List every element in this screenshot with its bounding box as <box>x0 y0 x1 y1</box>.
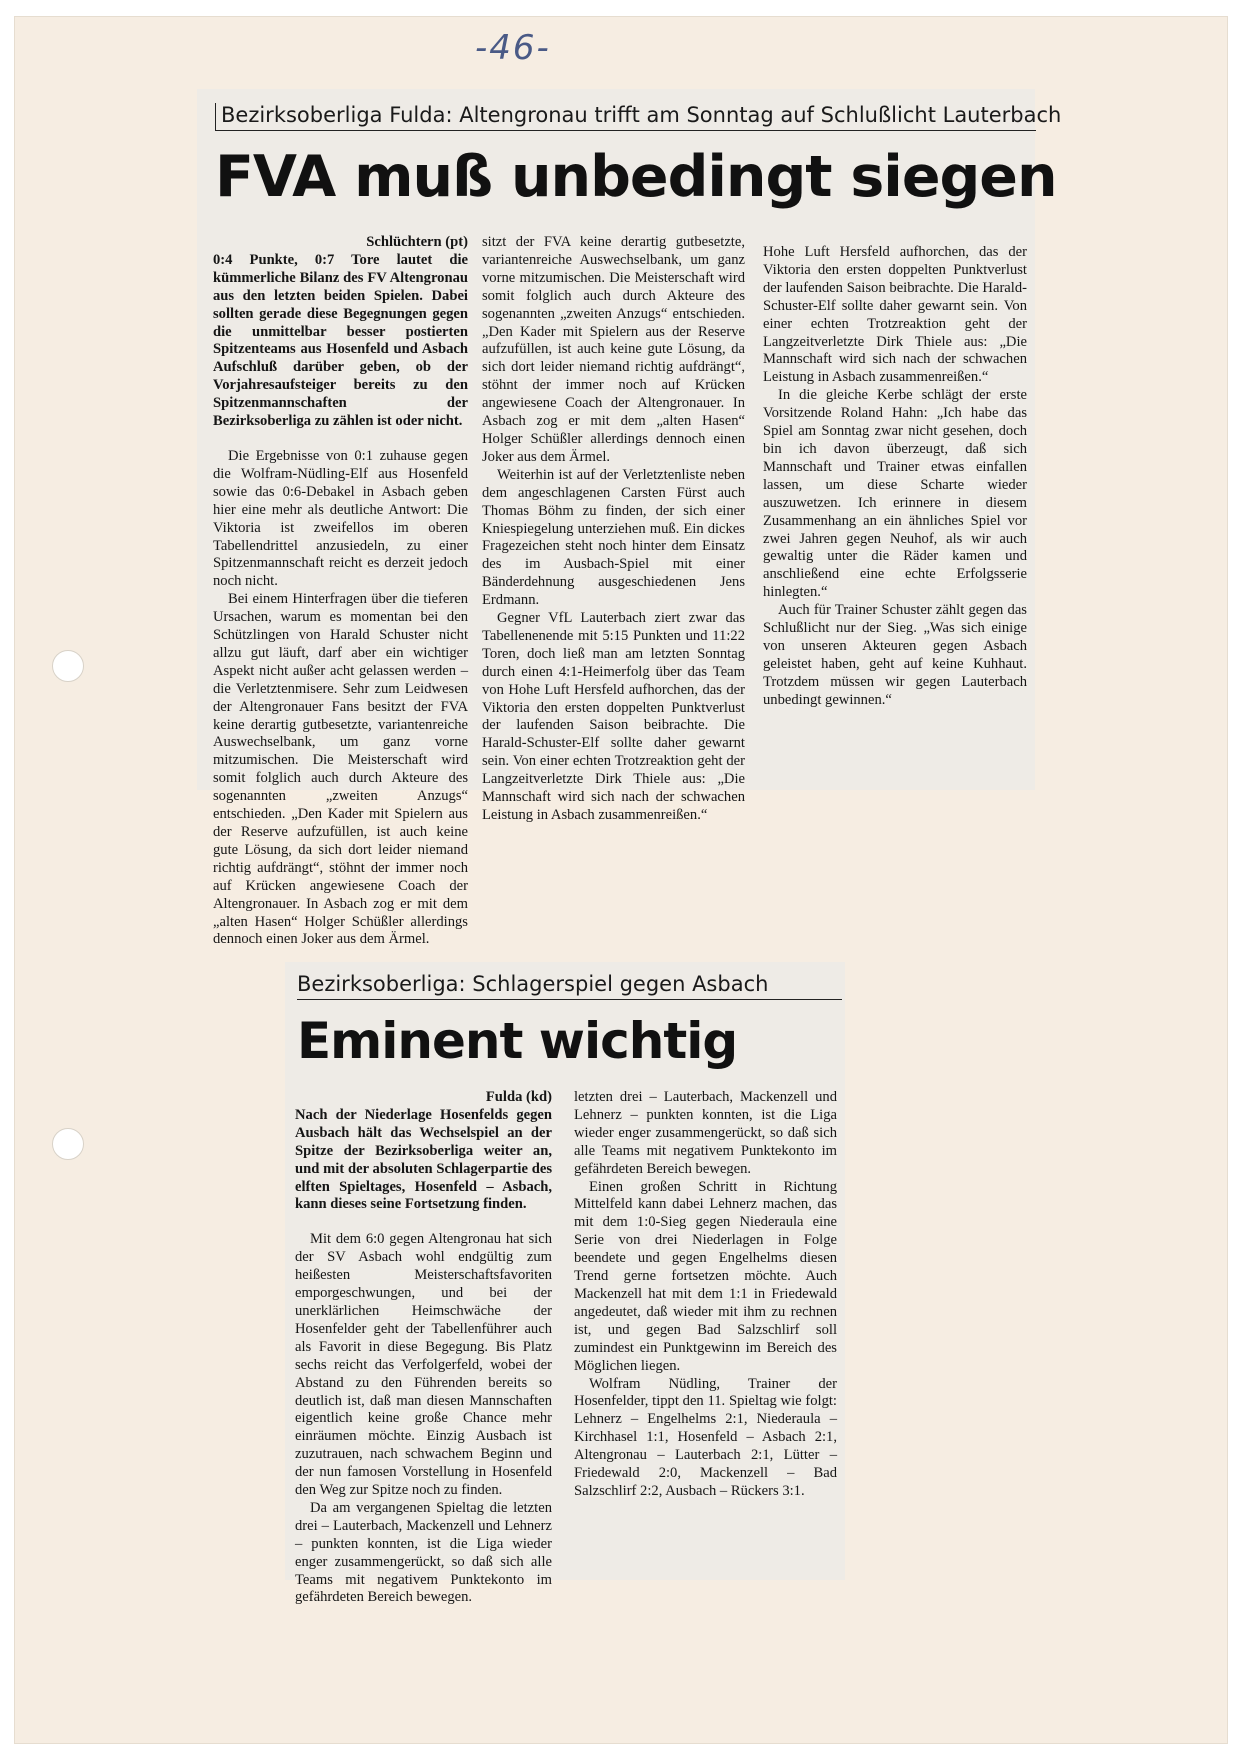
article1-paragraph: Bei einem Hinterfragen über die tieferen Ursachen, warum es momentan bei den Schützlingen von Harald Schuster nicht allzu gut läuft, darf aber ein wichtiger Aspekt nicht außer acht gelassen werden – die Verletztenmisere. Sehr zum Leidwesen der Altengronauer Fans besitzt der FVA keine derartig gutbesetzte, variantenreiche Auswechselbank, um ganz vorne mitzumischen. Die Meisterschaft wird somit folglich auch durch Akteure des sogenannten „zweiten Anzugs“ entschieden. „Den Kader mit Spielern aus der Reserve aufzufüllen, ist auch keine gute Lösung, da sich dort leider niemand richtig aufdrängt“, stöhnt der immer noch auf Krücken angewiesene Coach der Altengronauer. In Asbach zog er mit dem „alten Hasen“ Holger Schüßler allerdings dennoch einen Joker aus dem Ärmel. <box>213 591 468 948</box>
article-clipping-1 <box>197 89 1062 948</box>
article2-paragraph: Mit dem 6:0 gegen Altengronau hat sich der SV Asbach wohl endgültig zum heißesten Meisterschaftsfavoriten emporgeschwungen, und bei der unerklärlichen Heimschwäche der Hosenfelder geht der Tabellenführer auch als Favorit in diese Begegung. Bis Platz sechs reicht das Verfolgerfeld, wobei der Abstand zu den Führenden bereits so deutlich ist, daß man diesen Mannschaften eigentlich keine große Chance mehr einräumen möchte. Einzig Ausbach ist zuzutrauen, nach schwachem Beginn und der nun famosen Vorstellung in Hosenfeld den Weg zur Spitze noch zu finden. <box>295 1231 552 1499</box>
article2-column-2 <box>574 1089 837 1501</box>
article2-headline: Eminent wichtig <box>297 1012 738 1070</box>
article1-paragraph: In die gleiche Kerbe schlägt der erste Vorsitzende Roland Hahn: „Ich habe das Spiel am Sonntag zwar nicht gesehen, doch bin ich davon überzeugt, daß sich Mannschaft und Trainer etwas einfallen lassen, um diese Scharte wieder auszuwetzen. Ich erinnere in diesem Zusammenhang an ein ähnliches Spiel vor zwei Jahren gegen Neuhof, als wir auch gewaltig unter die Räder kamen und anschließend eine echte Erfolgsserie hinlegten.“ <box>763 387 1027 601</box>
article-clipping-2 <box>285 962 845 1606</box>
article2-byline: Fulda (kd) <box>485 1089 552 1105</box>
article1-paragraph: Auch für Trainer Schuster zählt gegen das Schlußlicht nur der Sieg. „Was sich einige von unseren Akteuren gegen Asbach geleistet haben, geht auf keine Kuhhaut. Trotzdem müssen wir gegen Lauterbach unbedingt gewinnen.“ <box>763 602 1027 708</box>
punch-hole-bottom <box>52 1128 84 1160</box>
handwritten-page-number: -46- <box>475 28 551 68</box>
article2-paragraph: Wolfram Nüdling, Trainer der Hosenfelder, tippt den 11. Spieltag wie folgt: Lehnerz – Engelhelms 2:1, Niederaula – Kirchhasel 1:1, Hosenfeld – Asbach 2:1, Altengronau – Lauterbach 2:1, Lütter – Friedewald 2:0, Mackenzell – Bad Salzschlirf 2:2, Ausbach – Rückers 3:1. <box>574 1375 837 1499</box>
article1-lead: 0:4 Punkte, 0:7 Tore lautet die kümmerliche Bilanz des FV Altengronau aus den letzten beiden Spielen. Dabei sollten gerade diese Begegnungen gegen die unmittelbar besser postierten Spitzenteams aus Hosenfeld und Asbach Aufschluß darüber geben, ob der Vorjahresaufsteiger bereits zu den Spitzenmannschaften der Bezirksoberliga zu zählen ist oder nicht. <box>213 251 468 430</box>
punch-hole-top <box>52 650 84 682</box>
article2-paragraph-continued: letzten drei – Lauterbach, Mackenzell und Lehnerz – punkten konnten, ist die Liga wieder enger zusammengerückt, so daß sich alle Teams mit negativem Punktekonto im gefährdeten Bereich bewegen. <box>574 1089 837 1177</box>
article1-paragraph-continued: sitzt der FVA keine derartig gutbesetzte, variantenreiche Auswechselbank, um ganz vorne mitzumischen. Die Meisterschaft wird somit folglich auch durch Akteure des sogenannten „zweiten Anzugs“ entschieden. „Den Kader mit Spielern aus der Reserve aufzufüllen, ist auch keine gute Lösung, da sich dort leider niemand richtig aufdrängt“, stöhnt der immer noch auf Krücken angewiesene Coach der Altengronauer. In Asbach zog er mit dem „alten Hasen“ Holger Schüßler allerdings dennoch einen Joker aus dem Ärmel. <box>482 234 745 465</box>
article1-headline: FVA muß unbedingt siegen <box>215 144 1057 210</box>
article1-paragraph-continued: Hohe Luft Hersfeld aufhorchen, das der Viktoria den ersten doppelten Punktverlust der laufenden Saison beibrachte. Die Harald-Schuster-Elf sollte daher gewarnt sein. Von einer echten Trotzreaktion geht der Langzeitverletzte Dirk Thiele aus: „Die Mannschaft wird sich nach der schwachen Leistung in Asbach zusammenreißen.“ <box>763 244 1027 386</box>
article1-byline: Schlüchtern (pt) <box>366 234 468 250</box>
article2-paragraph: Einen großen Schritt in Richtung Mittelfeld kann dabei Lehnerz machen, das mit dem 1:0-Sieg gegen Niederaula eine Serie von drei Niederlagen in Folge beendete und gegen Engelhelms diesen Trend gerne fortsetzen möchte. Auch Mackenzell hat mit dem 1:1 in Friedewald angedeutet, daß wieder mit ihm zu rechnen ist, und gegen Bad Salzschlirf soll zumindest ein Punktgewinn im Bereich des Möglichen liegen. <box>574 1178 837 1374</box>
article2-paragraph: Da am vergangenen Spieltag die letzten drei – Lauterbach, Mackenzell und Lehnerz – punkten konnten, ist die Liga wieder enger zusammengerückt, so daß sich alle Teams mit negativem Punktekonto im gefährdeten Bereich bewegen. <box>295 1499 552 1606</box>
article1-kicker: Bezirksoberliga Fulda: Altengronau trifft am Sonntag auf Schlußlicht Lauterbach <box>215 103 1036 131</box>
article1-column-1 <box>213 234 468 948</box>
article1-column-3 <box>763 244 1027 710</box>
article2-column-1 <box>295 1089 552 1606</box>
article2-lead: Nach der Niederlage Hosenfelds gegen Ausbach hält das Wechselspiel an der Spitze der Bezirksoberliga weiter an, und mit der absoluten Schlagerpartie des elften Spieltages, Hosenfeld – Asbach, kann dieses seine Fortsetzung finden. <box>295 1106 552 1213</box>
article1-paragraph: Weiterhin ist auf der Verletztenliste neben dem angeschlagenen Carsten Fürst auch Thomas Böhm zu finden, der sich einer Kniespiegelung unterziehen muß. Ein dickes Fragezeichen steht noch hinter dem Einsatz des im Ausbach-Spiel mit einer Bänderdehnung ausgeschiedenen Jens Erdmann. <box>482 466 745 609</box>
article1-paragraph: Die Ergebnisse von 0:1 zuhause gegen die Wolfram-Nüdling-Elf aus Hosenfeld sowie das 0:6-Debakel in Asbach geben hier eine mehr als deutliche Antwort: Die Viktoria ist zweifellos im oberen Tabellendrittel anzusiedeln, zu einer Spitzenmannschaft reicht es derzeit jedoch noch nicht. <box>213 447 468 590</box>
article2-kicker: Bezirksoberliga: Schlagerspiel gegen Asbach <box>297 972 842 1000</box>
article1-paragraph: Gegner VfL Lauterbach ziert zwar das Tabellenenende mit 5:15 Punkten und 11:22 Toren, doch ließ man am letzten Sonntag durch einen 4:1-Heimerfolg über das Team von Hohe Luft Hersfeld aufhorchen, das der Viktoria den ersten doppelten Punktverlust der laufenden Saison beibrachte. Die Harald-Schuster-Elf sollte daher gewarnt sein. Von einer echten Trotzreaktion geht der Langzeitverletzte Dirk Thiele aus: „Die Mannschaft wird sich nach der schwachen Leistung in Asbach zusammenreißen.“ <box>482 610 745 823</box>
article1-column-2 <box>482 234 745 823</box>
